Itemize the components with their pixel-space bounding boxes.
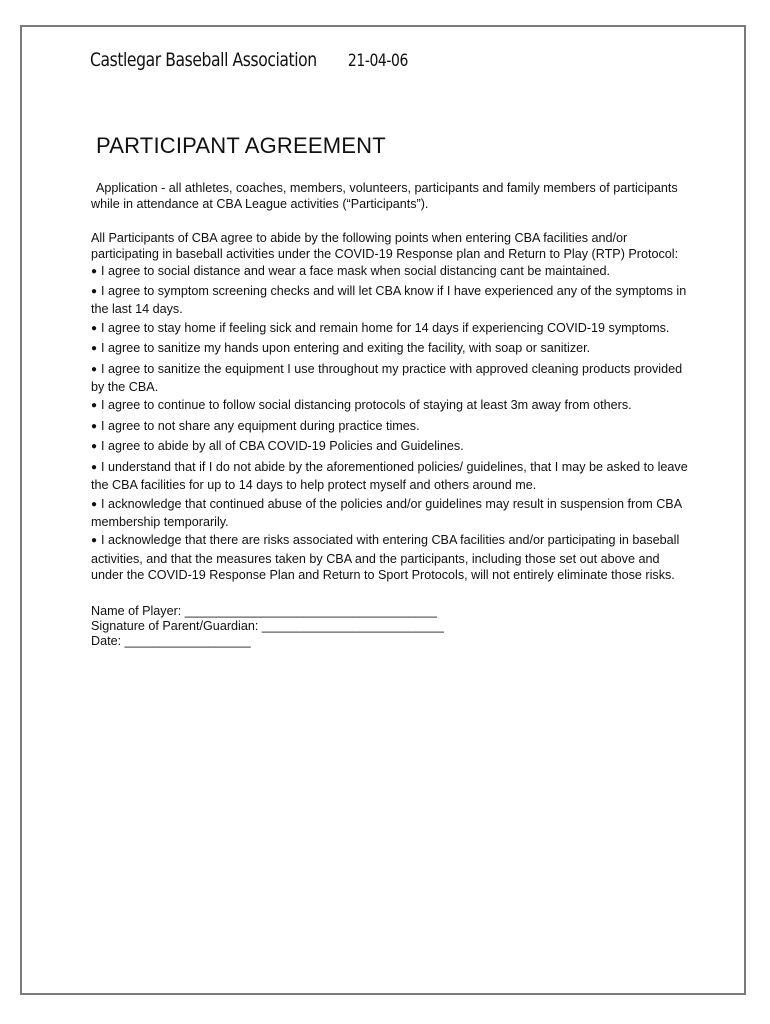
agreement-item: ● I agree to stay home if feeling sick and remain home for 14 days if experiencing COVID-19 symptoms.: [91, 320, 691, 338]
agreement-list: [91, 263, 691, 584]
agreement-item: ● I acknowledge that continued abuse of the policies and/or guidelines may result in suspension from CBA membership temporarily.: [91, 496, 691, 531]
agreement-item: ● I agree to continue to follow social distancing protocols of staying at least 3m away from others.: [91, 397, 691, 415]
document-page: [20, 25, 746, 995]
document-date: 21-04-06: [347, 51, 408, 71]
agreement-item: ● I agree to social distance and wear a face mask when social distancing cant be maintained.: [91, 263, 691, 281]
agreement-item: ● I agree to abide by all of CBA COVID-19 Policies and Guidelines.: [91, 438, 691, 456]
player-name-line: Name of Player: ____________________________________: [91, 603, 437, 618]
document-title: PARTICIPANT AGREEMENT: [96, 133, 386, 158]
intro-paragraph: All Participants of CBA agree to abide by the following points when entering CBA facilities and/or participating in baseball activities under the COVID-19 Response plan and Return to Play (RTP) Protocol:: [91, 230, 679, 262]
application-paragraph: Application - all athletes, coaches, members, volunteers, participants and family members of participants while in attendance at CBA League activities (“Participants”).: [91, 181, 678, 212]
date-line: Date: __________________: [91, 633, 251, 648]
agreement-item: ● I understand that if I do not abide by the aforementioned policies/ guidelines, that I may be asked to leave the CBA facilities for up to 14 days to help protect myself and others around me.: [91, 459, 691, 494]
guardian-signature-line: Signature of Parent/Guardian: __________________________: [91, 618, 444, 633]
organization-name: Castlegar Baseball Association: [90, 49, 317, 71]
agreement-item: ● I agree to sanitize the equipment I use throughout my practice with approved cleaning products provided by the CBA.: [91, 361, 691, 396]
agreement-item: ● I agree to sanitize my hands upon entering and exiting the facility, with soap or sanitizer.: [91, 340, 691, 358]
agreement-item: ● I acknowledge that there are risks associated with entering CBA facilities and/or participating in baseball activities, and that the measures taken by CBA and the participants, including those set out above and under the COVID-19 Response Plan and Return to Sport Protocols, will not entirely eliminate those risks.: [91, 532, 691, 583]
signature-block: [91, 604, 691, 649]
agreement-item: ● I agree to not share any equipment during practice times.: [91, 418, 691, 436]
document-header: [90, 49, 408, 71]
agreement-body: [91, 180, 691, 649]
agreement-item: ● I agree to symptom screening checks and will let CBA know if I have experienced any of the symptoms in the last 14 days.: [91, 283, 691, 318]
